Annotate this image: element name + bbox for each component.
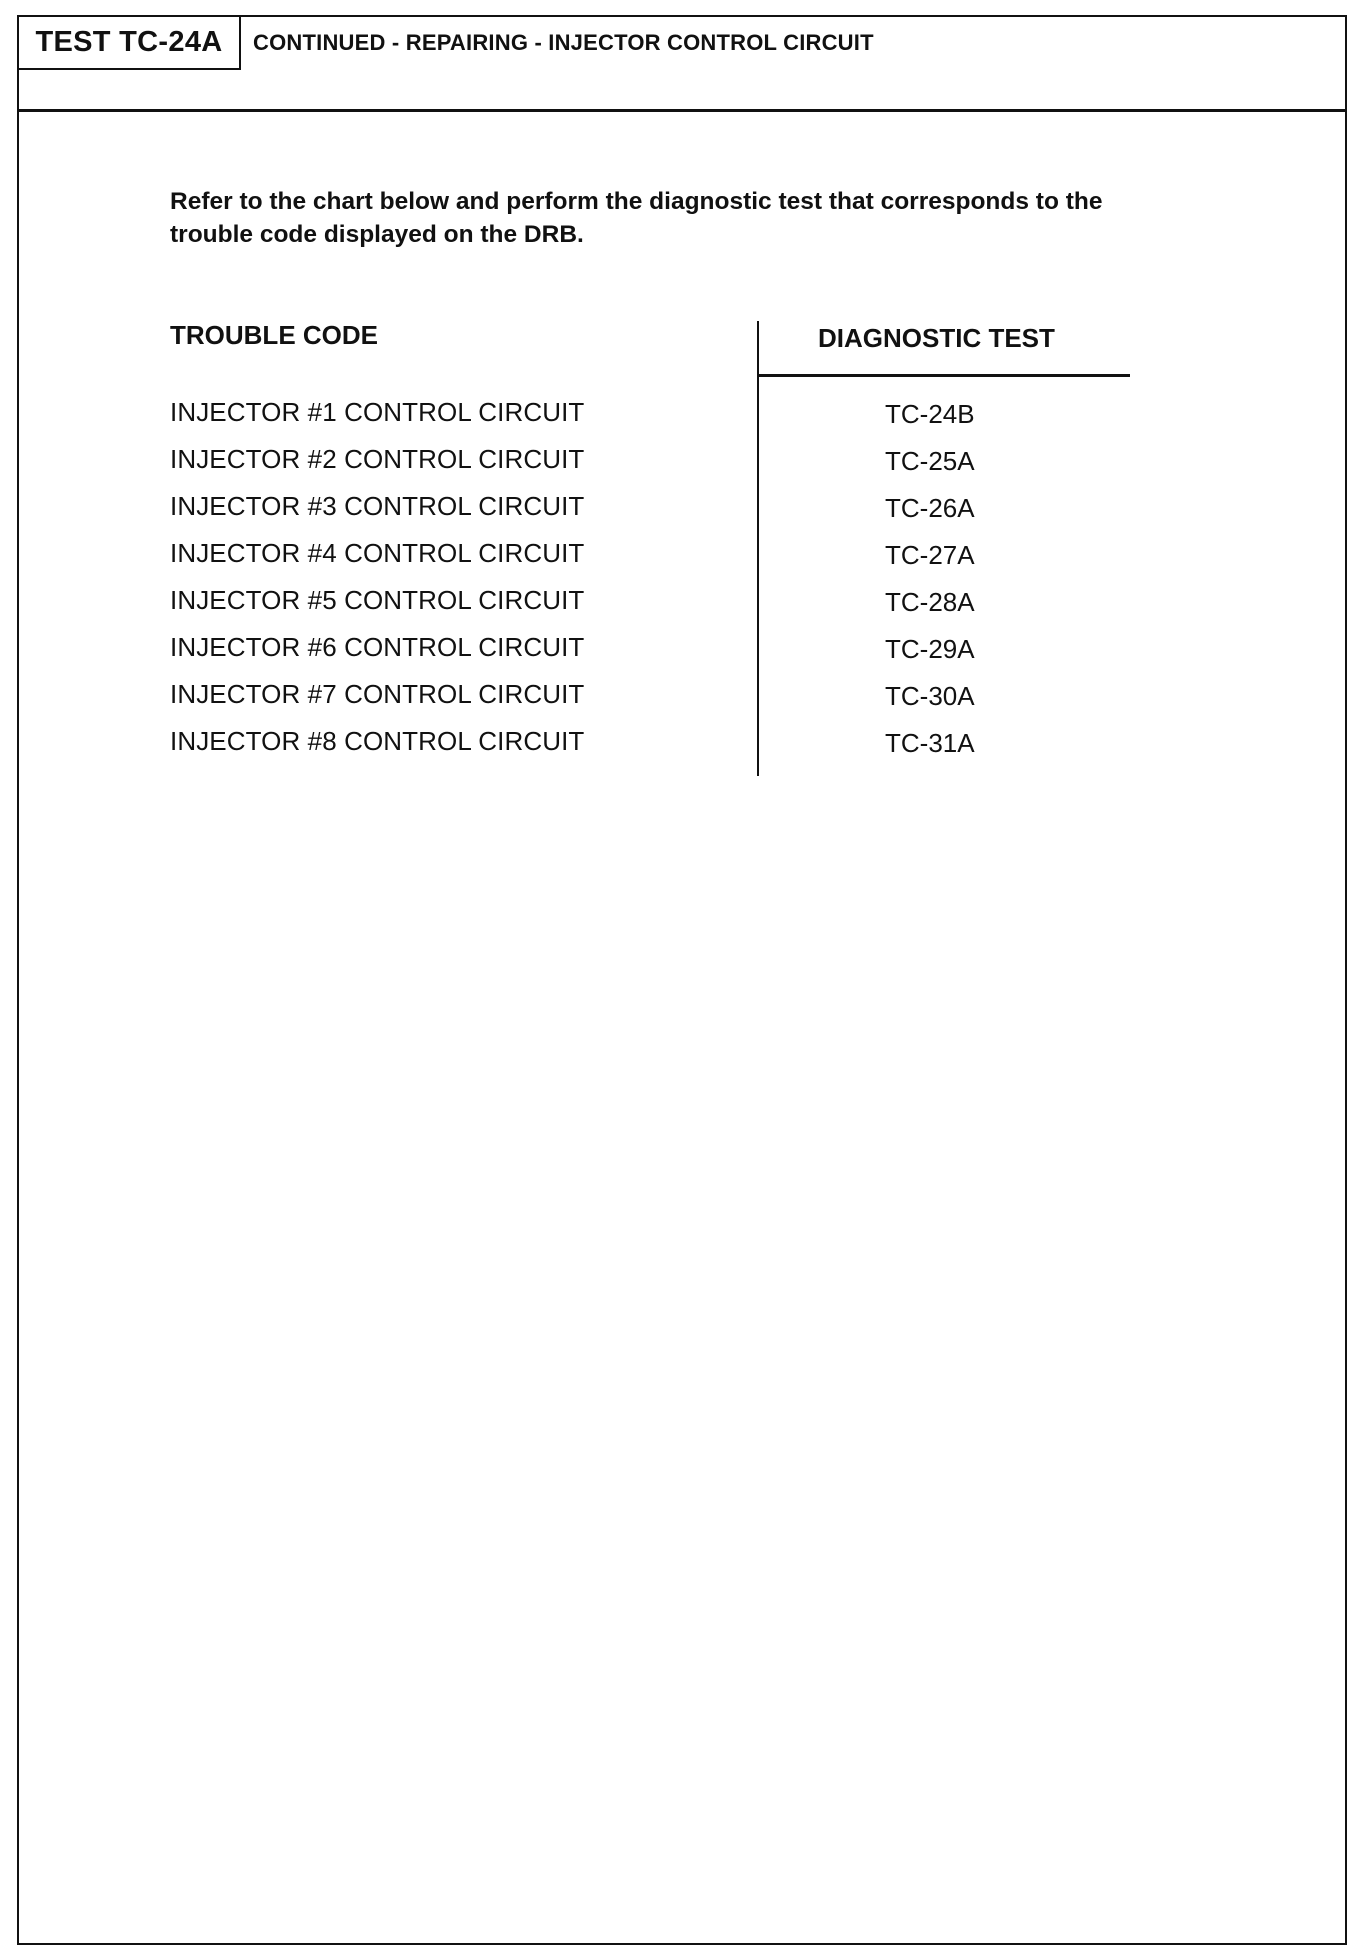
trouble-code-table — [170, 395, 1090, 771]
diagnostic-test-cell: TC-29A — [885, 634, 975, 664]
trouble-code-cell: INJECTOR #4 CONTROL CIRCUIT — [170, 538, 585, 568]
trouble-code-cell: INJECTOR #5 CONTROL CIRCUIT — [170, 585, 585, 615]
test-id-label: TEST TC-24A — [19, 17, 241, 70]
diagnostic-test-cell: TC-30A — [885, 681, 975, 711]
table-row — [170, 442, 1090, 489]
diagnostic-test-cell: TC-27A — [885, 540, 975, 570]
header-bar — [19, 17, 1345, 112]
diagnostic-test-cell: TC-25A — [885, 446, 975, 476]
column-header-trouble-code: TROUBLE CODE — [170, 320, 378, 350]
table-row — [170, 489, 1090, 536]
diagnostic-test-cell: TC-31A — [885, 728, 975, 758]
header-rule — [759, 374, 1130, 377]
table-row — [170, 395, 1090, 442]
trouble-code-cell: INJECTOR #8 CONTROL CIRCUIT — [170, 726, 585, 756]
trouble-code-cell: INJECTOR #1 CONTROL CIRCUIT — [170, 397, 585, 427]
trouble-code-cell: INJECTOR #2 CONTROL CIRCUIT — [170, 444, 585, 474]
table-row — [170, 536, 1090, 583]
diagnostic-test-cell: TC-28A — [885, 587, 975, 617]
table-row — [170, 677, 1090, 724]
page-frame — [17, 15, 1347, 1945]
page-title: CONTINUED - REPAIRING - INJECTOR CONTROL CIRCUIT — [253, 30, 874, 55]
table-row — [170, 724, 1090, 771]
trouble-code-cell: INJECTOR #6 CONTROL CIRCUIT — [170, 632, 585, 662]
diagnostic-test-cell: TC-26A — [885, 493, 975, 523]
table-row — [170, 630, 1090, 677]
trouble-code-cell: INJECTOR #3 CONTROL CIRCUIT — [170, 491, 585, 521]
intro-paragraph: Refer to the chart below and perform the diagnostic test that corresponds to the trouble code displayed on the DRB. — [170, 188, 1103, 248]
diagnostic-test-cell: TC-24B — [885, 399, 975, 429]
column-header-diagnostic-test: DIAGNOSTIC TEST — [818, 323, 1055, 353]
trouble-code-cell: INJECTOR #7 CONTROL CIRCUIT — [170, 679, 585, 709]
table-row — [170, 583, 1090, 630]
